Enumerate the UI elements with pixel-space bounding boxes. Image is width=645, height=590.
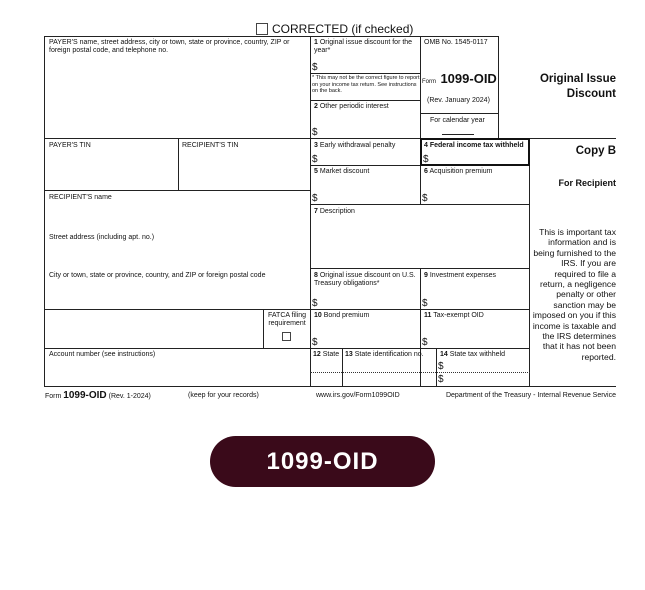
- box14-label: [440, 351, 505, 359]
- box14-dollar-2: $: [438, 374, 444, 385]
- box-number: 6: [424, 168, 428, 175]
- divider: [44, 36, 498, 37]
- divider: [310, 100, 420, 101]
- divider: [178, 138, 179, 191]
- footer-form-word: Form: [45, 393, 62, 400]
- box2-label: [314, 103, 389, 111]
- badge-label: 1099-OID: [266, 447, 379, 475]
- box-label: Description: [319, 208, 355, 215]
- box5-label: [314, 168, 369, 176]
- box1-label: [314, 39, 418, 55]
- box-label: State tax withheld: [449, 351, 506, 358]
- for-recipient: For Recipient: [558, 178, 616, 188]
- divider: [263, 309, 264, 349]
- box5-dollar: $: [312, 193, 318, 204]
- box-label: Market discount: [319, 168, 370, 175]
- footer-dept: Department of the Treasury - Internal Revenue Service: [445, 392, 616, 399]
- box-number: 1: [314, 39, 318, 46]
- recipient-tin-label: RECIPIENT'S TIN: [182, 142, 239, 149]
- form-name: 1099-OID: [440, 71, 497, 86]
- fatca-checkbox[interactable]: [282, 332, 291, 341]
- box-number: 14: [440, 351, 448, 358]
- box11-label: [424, 312, 484, 320]
- dotted-divider: [310, 372, 530, 373]
- box12-label: [313, 351, 339, 359]
- fatca-label: FATCA filing requirement: [268, 312, 306, 327]
- divider: [44, 386, 616, 387]
- copy-b: Copy B: [575, 145, 616, 157]
- divider: [498, 36, 499, 138]
- corrected-checkbox[interactable]: [256, 23, 268, 35]
- box-number: 4: [424, 142, 428, 149]
- box-number: 7: [314, 208, 318, 215]
- footer-url[interactable]: www.irs.gov/Form1099OID: [316, 392, 400, 399]
- calendar-year-field[interactable]: [442, 134, 474, 135]
- calendar-year-label: For calendar year: [430, 117, 485, 124]
- account-number-label: Account number (see instructions): [49, 351, 156, 358]
- box3-dollar: $: [312, 154, 318, 165]
- box6-dollar: $: [422, 193, 428, 204]
- box11-dollar: $: [422, 337, 428, 348]
- box1-dollar: $: [312, 62, 318, 73]
- box-label: Federal income tax withheld: [429, 142, 524, 149]
- box-label: State: [322, 351, 340, 358]
- divider: [44, 138, 616, 139]
- box-number: 12: [313, 351, 321, 358]
- form-word: Form: [422, 79, 436, 85]
- divider: [436, 348, 437, 387]
- box9-dollar: $: [422, 298, 428, 309]
- form-badge-button[interactable]: [210, 436, 435, 487]
- divider: [44, 190, 310, 191]
- box3-label: [314, 142, 395, 150]
- form-title: [422, 70, 497, 88]
- footer-rev: (Rev. 1-2024): [108, 393, 151, 400]
- box-number: 10: [314, 312, 322, 319]
- box4-dollar: $: [423, 154, 429, 165]
- street-address-label: Street address (including apt. no.): [49, 234, 155, 241]
- payer-block-label: PAYER'S name, street address, city or town, state or province, country, ZIP or foreign postal code, and telephone no.: [49, 39, 290, 54]
- box-number: 9: [424, 272, 428, 279]
- box-number: 3: [314, 142, 318, 149]
- box-label: State identification no.: [354, 351, 424, 358]
- divider: [44, 309, 530, 310]
- payer-tin-label: PAYER'S TIN: [49, 142, 91, 149]
- revision: (Rev. January 2024): [427, 97, 490, 104]
- box9-label: [424, 272, 496, 280]
- form-heading: Original Issue Discount: [539, 73, 616, 100]
- box6-label: [424, 168, 493, 176]
- omb-number: OMB No. 1545-0117: [424, 39, 488, 46]
- city-label: City or town, state or province, country, and ZIP or foreign postal code: [49, 272, 266, 279]
- divider: [420, 113, 498, 114]
- box-number: 11: [424, 312, 432, 319]
- box-number: 5: [314, 168, 318, 175]
- box10-label: [314, 312, 369, 320]
- box-label: Original issue discount on U.S. Treasury obligations*: [314, 272, 416, 287]
- corrected-label: CORRECTED (if checked): [272, 22, 414, 36]
- box-label: Tax-exempt OID: [433, 312, 484, 319]
- recipient-name-label: RECIPIENT'S name: [49, 194, 112, 201]
- note: * This may not be the correct figure to report on your income tax return. See instructions on the back.: [312, 75, 420, 94]
- box-label: Investment expenses: [429, 272, 497, 279]
- box10-dollar: $: [312, 337, 318, 348]
- divider: [44, 36, 45, 387]
- box-number: 8: [314, 272, 318, 279]
- box4-label: [424, 142, 524, 150]
- divider: [44, 348, 530, 349]
- divider: [310, 73, 420, 74]
- box8-label: [314, 272, 418, 288]
- box-number: 2: [314, 103, 318, 110]
- footer-keep: (keep for your records): [188, 392, 259, 399]
- divider-mask: [420, 205, 421, 268]
- box-label: Early withdrawal penalty: [319, 142, 396, 149]
- divider: [310, 36, 311, 387]
- box2-dollar: $: [312, 127, 318, 138]
- box-label: Other periodic interest: [319, 103, 389, 110]
- divider: [310, 268, 530, 269]
- box8-dollar: $: [312, 298, 318, 309]
- box-number: 13: [345, 351, 353, 358]
- footer-form-id: [45, 390, 151, 401]
- box14-dollar-1: $: [438, 361, 444, 372]
- divider: [342, 348, 343, 387]
- box13-label: [345, 351, 424, 359]
- box-label: Acquisition premium: [429, 168, 493, 175]
- footer-form-name: 1099-OID: [63, 390, 107, 401]
- box-label: Original issue discount for the year*: [314, 39, 413, 54]
- box-label: Bond premium: [323, 312, 370, 319]
- box7-label: [314, 208, 355, 216]
- notice-text: This is important tax information and is being furnished to the IRS. If you are required to file a return, a negligence penalty or other sanction may be imposed on you if this income is taxable and the IRS determines that it has not been reported.: [532, 227, 616, 362]
